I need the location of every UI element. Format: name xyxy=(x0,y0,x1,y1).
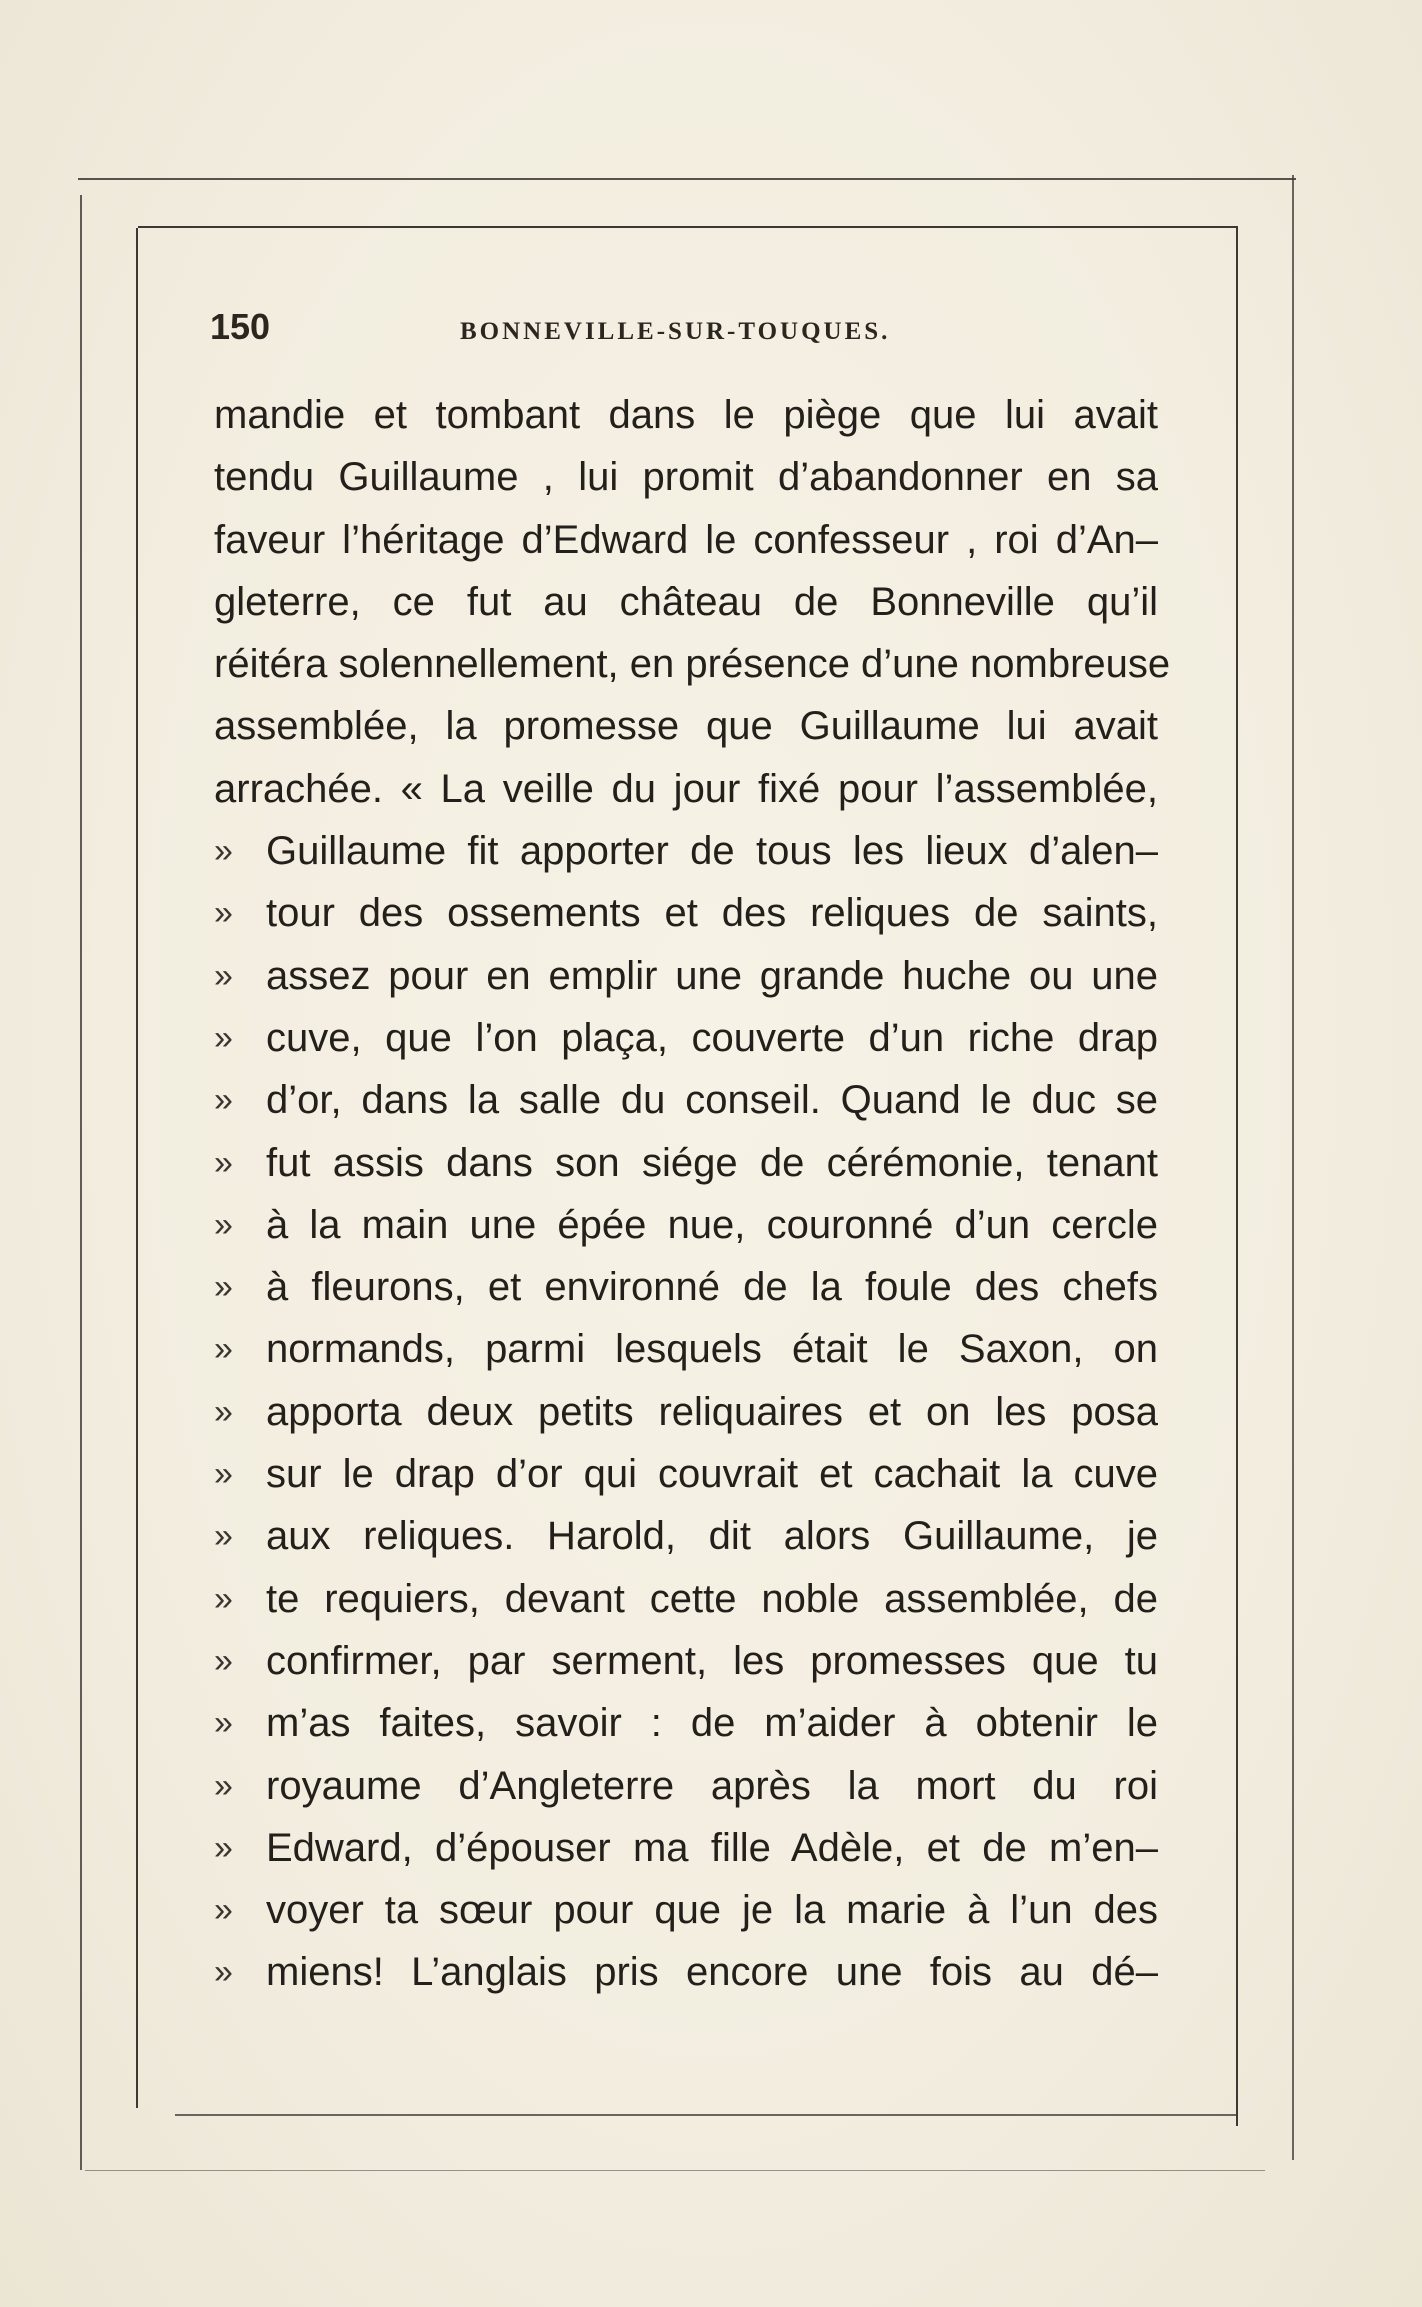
text-line xyxy=(214,509,1158,571)
body-text xyxy=(214,384,1171,2004)
quote-mark: » xyxy=(214,1891,233,1930)
text-line xyxy=(214,1879,1158,1941)
line-text: assemblée, la promesse que Guillaume lui avait xyxy=(214,704,1158,749)
text-line xyxy=(214,1256,1158,1318)
line-text: réitéra solennellement, en présence d’une nombreuse xyxy=(214,642,1171,687)
text-line xyxy=(214,945,1158,1007)
quote-mark: » xyxy=(214,1143,233,1182)
quote-mark: » xyxy=(214,1018,233,1057)
line-text: tour des ossements et des reliques de saints, xyxy=(266,891,1158,936)
line-text: arrachée. « La veille du jour fixé pour l’assemblée, xyxy=(214,766,1158,811)
text-line xyxy=(214,1194,1158,1256)
text-line xyxy=(214,1755,1158,1817)
line-text: royaume d’Angleterre après la mort du roi xyxy=(266,1763,1158,1808)
text-line xyxy=(214,633,1171,695)
text-line xyxy=(214,695,1158,757)
line-text: miens! L’anglais pris encore une fois au dé– xyxy=(266,1950,1158,1995)
line-text: assez pour en emplir une grande huche ou une xyxy=(266,953,1158,998)
line-text: à fleurons, et environné de la foule des chefs xyxy=(266,1265,1158,1310)
frame-rule-inner-left xyxy=(136,228,138,2108)
frame-rule-outer-left xyxy=(80,195,82,2170)
quote-mark: » xyxy=(214,894,233,933)
quote-mark: » xyxy=(214,1205,233,1244)
line-text: fut assis dans son siége de cérémonie, tenant xyxy=(266,1140,1158,1185)
frame-rule-inner-bottom xyxy=(175,2114,1237,2116)
line-text: voyer ta sœur pour que je la marie à l’un des xyxy=(266,1888,1158,1933)
quote-mark: » xyxy=(214,1766,233,1805)
running-head: BONNEVILLE-SUR-TOUQUES. xyxy=(460,318,891,345)
quote-mark: » xyxy=(214,1330,233,1369)
quote-mark: » xyxy=(214,1517,233,1556)
text-line xyxy=(214,384,1158,446)
line-text: tendu Guillaume , lui promit d’abandonner en sa xyxy=(214,455,1158,500)
text-line xyxy=(214,446,1158,508)
text-line xyxy=(214,1505,1158,1567)
frame-rule-outer-bottom xyxy=(85,2170,1265,2171)
line-text: cuve, que l’on plaça, couverte d’un riche drap xyxy=(266,1015,1158,1060)
text-line xyxy=(214,1692,1158,1754)
text-line xyxy=(214,1069,1158,1131)
line-text: aux reliques. Harold, dit alors Guillaume, je xyxy=(266,1514,1158,1559)
line-text: gleterre, ce fut au château de Bonneville qu’il xyxy=(214,579,1158,624)
line-text: confirmer, par serment, les promesses que tu xyxy=(266,1638,1158,1683)
text-line xyxy=(214,1568,1158,1630)
frame-rule-outer-right xyxy=(1292,175,1294,2160)
line-text: apporta deux petits reliquaires et on les posa xyxy=(266,1389,1158,1434)
text-line xyxy=(214,1381,1158,1443)
line-text: d’or, dans la salle du conseil. Quand le duc se xyxy=(266,1078,1158,1123)
quote-mark: » xyxy=(214,1392,233,1431)
text-line xyxy=(214,1443,1158,1505)
page-header xyxy=(210,302,1210,362)
quote-mark: » xyxy=(214,1579,233,1618)
frame-rule-inner-top xyxy=(138,226,1236,228)
line-text: normands, parmi lesquels était le Saxon, on xyxy=(266,1327,1158,1372)
line-text: Edward, d’épouser ma fille Adèle, et de m’en– xyxy=(266,1825,1158,1870)
frame-rule-outer-top xyxy=(78,178,1296,180)
text-line xyxy=(214,1941,1158,2003)
quote-mark: » xyxy=(214,1455,233,1494)
quote-mark: » xyxy=(214,1828,233,1867)
frame-rule-inner-right xyxy=(1236,226,1238,2126)
text-line xyxy=(214,882,1158,944)
text-line xyxy=(214,1318,1158,1380)
text-line xyxy=(214,820,1158,882)
line-text: Guillaume fit apporter de tous les lieux d’alen– xyxy=(266,829,1158,874)
quote-mark: » xyxy=(214,1953,233,1992)
line-text: faveur l’héritage d’Edward le confesseur , roi d’An– xyxy=(214,517,1158,562)
quote-mark: » xyxy=(214,1704,233,1743)
quote-mark: » xyxy=(214,1641,233,1680)
quote-mark: » xyxy=(214,956,233,995)
line-text: mandie et tombant dans le piège que lui avait xyxy=(214,393,1158,437)
text-line xyxy=(214,758,1158,820)
line-text: à la main une épée nue, couronné d’un cercle xyxy=(266,1202,1158,1247)
text-line xyxy=(214,1132,1158,1194)
quote-mark: » xyxy=(214,832,233,871)
text-line xyxy=(214,1007,1158,1069)
text-line xyxy=(214,571,1158,633)
quote-mark: » xyxy=(214,1268,233,1307)
text-line xyxy=(214,1630,1158,1692)
line-text: m’as faites, savoir : de m’aider à obtenir le xyxy=(266,1701,1158,1746)
line-text: te requiers, devant cette noble assemblée, de xyxy=(266,1576,1158,1621)
quote-mark: » xyxy=(214,1081,233,1120)
text-line xyxy=(214,1817,1158,1879)
page-number: 150 xyxy=(210,306,271,347)
line-text: sur le drap d’or qui couvrait et cachait la cuve xyxy=(266,1452,1158,1497)
